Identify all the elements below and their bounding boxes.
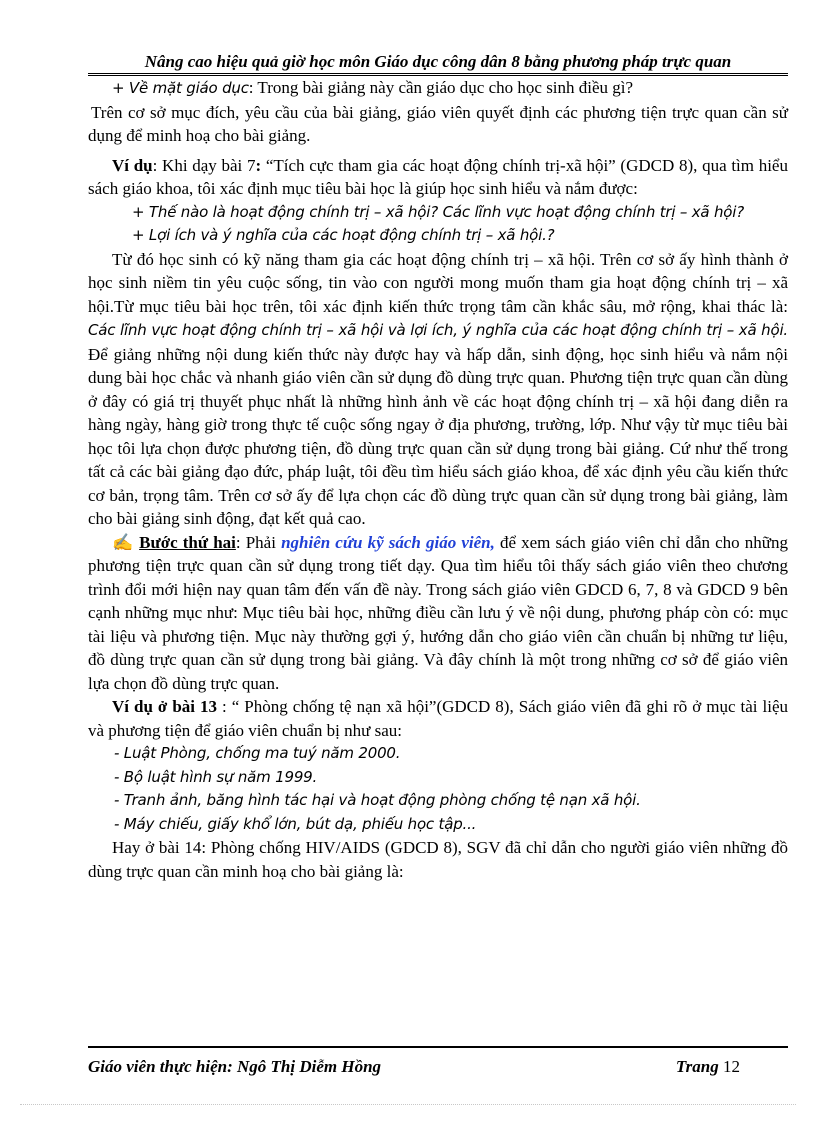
paragraph-skills (88, 248, 788, 531)
page-footer (88, 1046, 788, 1078)
step-two-text-a: : Phải (235, 532, 282, 552)
paragraph-example-lesson13 (88, 695, 788, 742)
step-two-text-b: để xem sách giáo viên chỉ dẫn cho những phương tiện trực quan cần sử dụng trong tiết dạy. Qua tìm hiểu tôi thấy sách giáo viên theo chương trình đổi mới hiện nay quan tâm đến vấn đề này. Trong sách giáo viên GDCD 6, 7, 8 và GDCD 9 bên cạnh những mục như: Mục tiêu bài học, những điều cần lưu ý về nội dung, phương pháp còn có: mục tài liệu và phương tiện. Mục này thường gợi ý, hướng dẫn cho giáo viên cần chuẩn bị những tư liệu, đồ dùng trực quan cần sử dụng trong bài giảng. Và đây chính là một trong những cơ sở để giáo viên lựa chọn đồ dùng trực quan. (88, 532, 789, 693)
example-label: Ví dụ (112, 155, 153, 175)
goal-item-2: + Lợi ích và ý nghĩa của các hoạt động chính trị – xã hội.? (132, 226, 555, 244)
paragraph-lesson14 (88, 836, 788, 883)
step-two-emphasis: nghiên cứu kỹ sách giáo viên, (281, 532, 495, 552)
page-label: Trang (675, 1057, 719, 1076)
education-goal-text: : Trong bài giảng này cần giáo dục cho học sinh điều gì? (248, 78, 634, 97)
page-header (88, 52, 788, 76)
skills-text-b: Để giảng những nội dung kiến thức này được hay và hấp dẫn, sinh động, học sinh hiểu và nắm nội dung bài học chắc và nhanh giáo viên cần sử dụng đồ dùng trực quan. Phương tiện trực quan cần dùng ở đây có giá trị thuyết phục nhất là những hình ảnh về các hoạt động chính trị – xã hội đang diễn ra hàng ngày, hàng giờ trong thực tế cuộc sống ngay ở địa phương, trường, lớp. Như vậy từ mục tiêu bài học tôi lựa chọn được phương tiện, đồ dùng trực quan cần sử dụng trong bài giảng. Cứ như thế trong tất cả các bài giảng đạo đức, pháp luật, tôi đều tìm hiểu sách giáo khoa, để xác định yêu cầu kiến thức cơ bản, trọng tâm. Trên cơ sở ấy để lựa chọn các đồ dùng trực quan cần sử dụng trong bài giảng, làm cho bài giảng sinh động, đạt kết quả cao. (88, 344, 788, 528)
education-goal-lead: + Về mặt giáo dục (112, 79, 249, 97)
skills-focus-italic: Các lĩnh vực hoạt động chính trị – xã hội và lợi ích, ý nghĩa của các hoạt động chính trị – xã hội. (88, 321, 788, 339)
list-item: - Bộ luật hình sự năm 1999. (114, 767, 318, 786)
example13-label: Ví dụ ở bài 13 (112, 697, 218, 716)
paragraph-example-lesson7 (88, 154, 788, 201)
basis-text: Trên cơ sở mục đích, yêu cầu của bài giảng, giáo viên quyết định các phương tiện trực quan cần sử dụng để minh hoạ cho bài giảng. (88, 102, 788, 145)
example13-text: : “ Phòng chống tệ nạn xã hội”(GDCD 8), Sách giáo viên đã ghi rõ ở mục tài liệu và phương tiện để giáo viên chuẩn bị như sau: (88, 697, 789, 740)
document-body (88, 76, 788, 883)
author-label: Giáo viên thực hiện: Ngô Thị Diễm Hồng (88, 1057, 382, 1076)
paragraph-education-goal (88, 76, 788, 101)
page-indicator (676, 1056, 740, 1078)
list-item: - Luật Phòng, chống ma tuý năm 2000. (114, 744, 401, 762)
step-two-label: Bước thứ hai (139, 532, 236, 552)
paragraph-step-two (88, 531, 788, 696)
list-item: - Tranh ảnh, băng hình tác hại và hoạt động phòng chống tệ nạn xã hội. (114, 791, 641, 809)
skills-text-a: Từ đó học sinh có kỹ năng tham gia các hoạt động chính trị – xã hội. Trên cơ sở ấy hình thành ở học sinh niềm tin yêu cuộc sống, tin vào con người mong muốn tham gia hoạt động chính trị – xã hội.Từ mục tiêu bài học trên, tôi xác định kiến thức trọng tâm cần khắc sâu, mở rộng, khai thác là: (88, 249, 788, 316)
header-title: Nâng cao hiệu quả giờ học môn Giáo dục công dân 8 bằng phương pháp trực quan (144, 52, 732, 71)
example-colon: : (255, 155, 262, 175)
lesson14-text: Hay ở bài 14: Phòng chống HIV/AIDS (GDCD 8), SGV đã chỉ dẫn cho người giáo viên những đồ dùng trực quan cần minh hoạ cho bài giảng là: (88, 838, 788, 881)
list-item: - Máy chiếu, giấy khổ lớn, bút dạ, phiếu học tập... (114, 814, 477, 833)
example-text: “Tích cực tham gia các hoạt động chính trị-xã hội” (GDCD 8), qua tìm hiểu sách giáo khoa, tôi xác định mục tiêu bài học là giúp học sinh hiểu và nắm được: (88, 155, 788, 198)
page-bottom-divider (20, 1104, 796, 1105)
goal-item-1: + Thế nào là hoạt động chính trị – xã hội? Các lĩnh vực hoạt động chính trị – xã hội? (132, 202, 744, 221)
writing-hand-icon: ✍ (112, 532, 135, 552)
page-number: 12 (723, 1057, 740, 1076)
paragraph-basis (88, 101, 788, 148)
example-lesson: : Khi dạy bài 7 (152, 155, 256, 175)
